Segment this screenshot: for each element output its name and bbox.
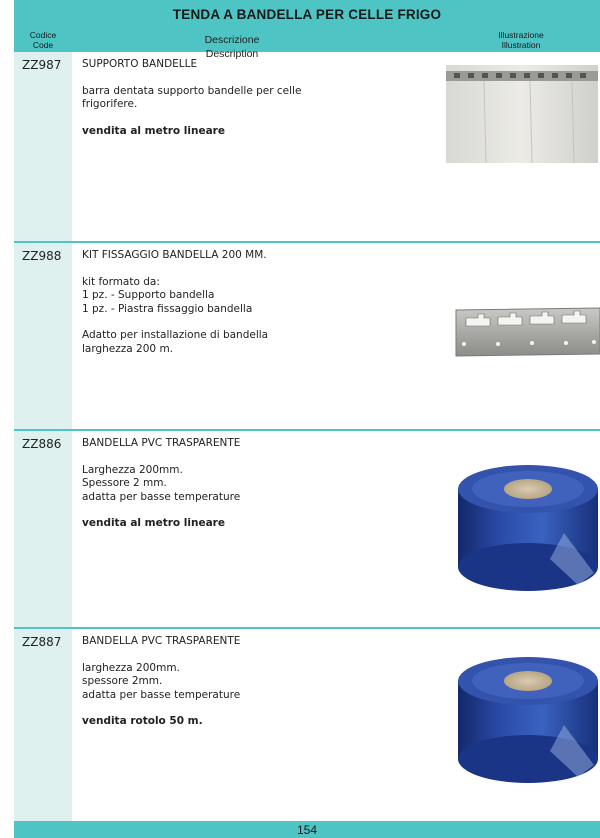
product-description: SUPPORTO BANDELLE barra dentata supporto bandelle per celle frigorifere. vendita al metro lineare <box>82 58 432 138</box>
table-header <box>14 28 600 60</box>
pvc-roll-image <box>454 463 600 594</box>
page-footer <box>14 821 600 838</box>
code-cell <box>14 243 72 429</box>
support-bar-image <box>446 65 598 163</box>
product-row <box>14 52 600 241</box>
product-name: BANDELLA PVC TRASPARENTE <box>82 437 241 449</box>
product-code: ZZ987 <box>22 58 62 72</box>
header-illustration: Illustrazione Illustration <box>498 30 544 50</box>
fixing-kit-image <box>454 302 600 362</box>
page-title-bar <box>14 0 600 28</box>
product-description: KIT FISSAGGIO BANDELLA 200 MM. kit formato da: 1 pz. - Supporto bandella 1 pz. - Piastra fissaggio bandella Adatto per installazione di bandella larghezza 200 m. <box>82 249 432 356</box>
product-row <box>14 243 600 429</box>
sale-note: vendita al metro lineare <box>82 517 225 529</box>
code-cell <box>14 629 72 821</box>
sale-note: vendita rotolo 50 m. <box>82 715 203 727</box>
product-description: BANDELLA PVC TRASPARENTE larghezza 200mm. spessore 2mm. adatta per basse temperature vendita rotolo 50 m. <box>82 635 432 729</box>
product-code: ZZ988 <box>22 249 62 263</box>
product-name: KIT FISSAGGIO BANDELLA 200 MM. <box>82 249 267 261</box>
code-cell <box>14 431 72 627</box>
product-code: ZZ887 <box>22 635 62 649</box>
product-code: ZZ886 <box>22 437 62 451</box>
pvc-roll-image <box>454 655 600 786</box>
code-cell <box>14 52 72 241</box>
product-name: SUPPORTO BANDELLE <box>82 58 198 70</box>
header-description: Descrizione Description <box>204 34 260 60</box>
product-description: BANDELLA PVC TRASPARENTE Larghezza 200mm. Spessore 2 mm. adatta per basse temperature vendita al metro lineare <box>82 437 432 531</box>
header-code: Codice Code <box>29 30 57 50</box>
page-number: 154 <box>296 822 318 837</box>
product-name: BANDELLA PVC TRASPARENTE <box>82 635 241 647</box>
page-title: TENDA A BANDELLA PER CELLE FRIGO <box>172 6 442 22</box>
product-row <box>14 629 600 821</box>
product-row <box>14 431 600 627</box>
sale-note: vendita al metro lineare <box>82 124 225 137</box>
